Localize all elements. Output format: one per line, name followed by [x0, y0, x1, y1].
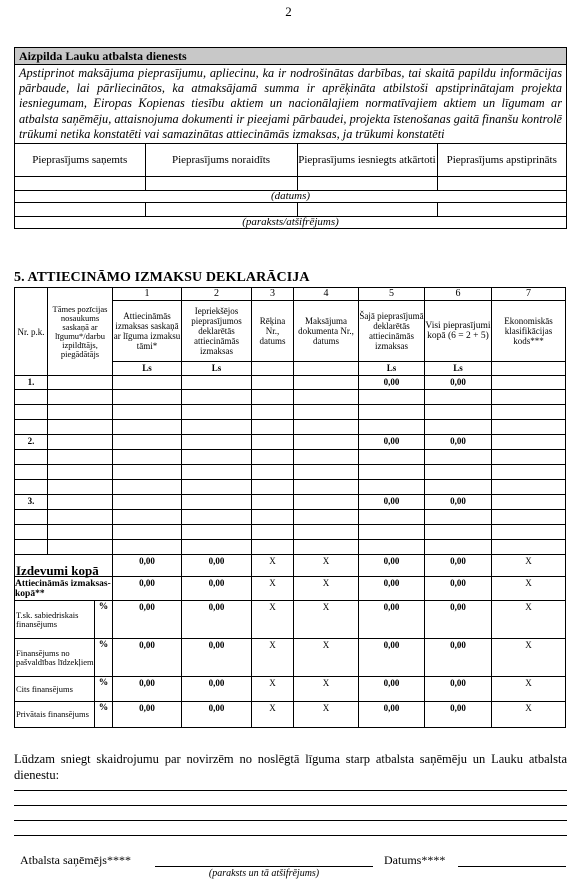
pasvaldibas-c6: 0,00 — [425, 639, 492, 677]
privatais-label: Privātais finansējums — [15, 702, 95, 728]
group-1-name[interactable] — [48, 376, 113, 390]
privatais-c5: 0,00 — [359, 702, 425, 728]
lad-status-table — [15, 143, 566, 228]
cits-c5: 0,00 — [359, 677, 425, 702]
izdevumi-c3: X — [252, 555, 294, 577]
sabiedriskais-c1: 0,00 — [113, 601, 182, 639]
status-sign-received[interactable] — [15, 203, 145, 217]
currency-c5: Ls — [359, 362, 425, 376]
cits-c3: X — [252, 677, 294, 702]
lad-box-header: Aizpilda Lauku atbalsta dienests — [15, 48, 566, 65]
sabiedriskais-label: T.sk. sabiedriskais finansējums — [15, 601, 95, 639]
pasvaldibas-pct: % — [95, 639, 113, 677]
explanation-line-2[interactable] — [14, 805, 567, 806]
group-3-c6: 0,00 — [425, 495, 492, 510]
status-col-rejected: Pieprasījums noraidīts — [145, 144, 297, 177]
cits-c1: 0,00 — [113, 677, 182, 702]
sabiedriskais-c6: 0,00 — [425, 601, 492, 639]
attiecinamas-c4: X — [294, 577, 359, 601]
header-c1: Attiecināmās izmaksas saskaņā ar līguma izmaksu tāmi* — [113, 301, 182, 362]
header-c6: Visi pieprasījumi kopā (6 = 2 + 5) — [425, 301, 492, 362]
attiecinamas-c7: X — [492, 577, 566, 601]
col-number-6: 6 — [425, 288, 492, 301]
izdevumi-c7: X — [492, 555, 566, 577]
section-title: 5. ATTIECINĀMO IZMAKSU DEKLARĀCIJA — [14, 270, 310, 285]
pasvaldibas-c3: X — [252, 639, 294, 677]
attiecinamas-c2: 0,00 — [182, 577, 252, 601]
pasvaldibas-c5: 0,00 — [359, 639, 425, 677]
date-line[interactable] — [458, 866, 566, 867]
privatais-c6: 0,00 — [425, 702, 492, 728]
date-caption: (datums) — [15, 191, 566, 203]
explanation-line-4[interactable] — [14, 835, 567, 836]
sabiedriskais-c2: 0,00 — [182, 601, 252, 639]
privatais-pct: % — [95, 702, 113, 728]
header-c5: Šajā pieprasījumā deklarētās attiecināmās izmaksas — [359, 301, 425, 362]
sabiedriskais-c4: X — [294, 601, 359, 639]
sabiedriskais-c3: X — [252, 601, 294, 639]
explanation-line-3[interactable] — [14, 820, 567, 821]
cits-pct: % — [95, 677, 113, 702]
status-col-approved: Pieprasījums apstiprināts — [437, 144, 566, 177]
sabiedriskais-c5: 0,00 — [359, 601, 425, 639]
izdevumi-c2: 0,00 — [182, 555, 252, 577]
status-sign-rejected[interactable] — [145, 203, 297, 217]
signature-caption: (paraksts un tā atšifrējums) — [208, 868, 320, 879]
status-date-resubmitted[interactable] — [297, 177, 437, 191]
attiecinamas-c1: 0,00 — [113, 577, 182, 601]
status-sign-resubmitted[interactable] — [297, 203, 437, 217]
col-number-3: 3 — [252, 288, 294, 301]
currency-c1: Ls — [113, 362, 182, 376]
status-date-received[interactable] — [15, 177, 145, 191]
deviation-explanation-prompt: Lūdzam sniegt skaidrojumu par novirzēm no noslēgtā līguma starp atbalsta saņēmēju un Lauku atbalsta dienestu: — [14, 752, 567, 782]
col-number-7: 7 — [492, 288, 566, 301]
izdevumi-c4: X — [294, 555, 359, 577]
status-date-approved[interactable] — [437, 177, 566, 191]
header-c3: Rēķina Nr., datums — [252, 301, 294, 362]
group-2-name[interactable] — [48, 435, 113, 450]
currency-c6: Ls — [425, 362, 492, 376]
header-c2: Iepriekšējos pieprasījumos deklarētās attiecināmās izmaksas — [182, 301, 252, 362]
pasvaldibas-c4: X — [294, 639, 359, 677]
group-1-c5: 0,00 — [359, 376, 425, 390]
sabiedriskais-c7: X — [492, 601, 566, 639]
group-number-1: 1. — [15, 376, 48, 390]
attiecinamas-c6: 0,00 — [425, 577, 492, 601]
group-3-name[interactable] — [48, 495, 113, 510]
izdevumi-c1: 0,00 — [113, 555, 182, 577]
cits-label: Cits finansējums — [15, 677, 95, 702]
col-number-4: 4 — [294, 288, 359, 301]
cits-c4: X — [294, 677, 359, 702]
attiecinamas-c5: 0,00 — [359, 577, 425, 601]
group-3-c5: 0,00 — [359, 495, 425, 510]
header-c7: Ekonomiskās klasifikācijas kods*** — [492, 301, 566, 362]
pasvaldibas-c1: 0,00 — [113, 639, 182, 677]
group-number-2: 2. — [15, 435, 48, 450]
header-nr: Nr. p.k. — [15, 288, 48, 376]
sign-caption-top: (paraksts/atšifrējums) — [15, 217, 566, 229]
date-label: Datums**** — [384, 853, 446, 867]
signer-label: Atbalsta saņēmējs**** — [20, 853, 131, 867]
pasvaldibas-c7: X — [492, 639, 566, 677]
group-2-c6: 0,00 — [425, 435, 492, 450]
col-number-5: 5 — [359, 288, 425, 301]
lad-approval-box — [14, 47, 567, 229]
privatais-c3: X — [252, 702, 294, 728]
pasvaldibas-label: Finansējums no pašvaldības līdzekļiem — [15, 639, 95, 677]
lad-box-statement: Apstiprinot maksājuma pieprasījumu, apliecinu, ka ir nodrošinātas darbības, tai skaitā papildu informācijas pārbaude, lai pārliecinātos, ka atmaksājamā summa ir aprēķināta atbilstoši apstiprinātajam projekta iesniegumam, Eiropas Kopienas tiesību aktiem un nacionālajiem normatīvajiem aktiem un līgumam ar atbalsta saņēmēju, attaisnojuma dokumenti ir pieejami pārbaudei, projekta īstenošanas gaitā finanšu kontrolē trūkumi netika konstatēti vai samazinātas attiecināmās izmaksas, ja trūkumi konstatēti — [19, 66, 562, 141]
explanation-line-1[interactable] — [14, 790, 567, 791]
group-1-c6: 0,00 — [425, 376, 492, 390]
header-c4: Maksājuma dokumenta Nr., datums — [294, 301, 359, 362]
status-col-received: Pieprasījums saņemts — [15, 144, 145, 177]
group-number-3: 3. — [15, 495, 48, 510]
privatais-c1: 0,00 — [113, 702, 182, 728]
header-tames: Tāmes pozīcijas nosaukums saskaņā ar līgumu*/darbu izpildītājs, piegādātājs — [48, 288, 113, 376]
privatais-c4: X — [294, 702, 359, 728]
cits-c2: 0,00 — [182, 677, 252, 702]
cost-declaration-table — [14, 287, 566, 728]
page-number: 2 — [285, 4, 292, 19]
attiecinamas-c3: X — [252, 577, 294, 601]
status-date-rejected[interactable] — [145, 177, 297, 191]
izdevumi-c5: 0,00 — [359, 555, 425, 577]
cits-c7: X — [492, 677, 566, 702]
status-col-resubmitted: Pieprasījums iesniegts atkārtoti — [297, 144, 437, 177]
signer-signature-line[interactable] — [155, 866, 373, 867]
col-number-1: 1 — [113, 288, 182, 301]
cits-c6: 0,00 — [425, 677, 492, 702]
col-number-2: 2 — [182, 288, 252, 301]
pasvaldibas-c2: 0,00 — [182, 639, 252, 677]
privatais-c7: X — [492, 702, 566, 728]
sabiedriskais-pct: % — [95, 601, 113, 639]
currency-c2: Ls — [182, 362, 252, 376]
izdevumi-kopa-label: Izdevumi kopā — [15, 555, 113, 577]
status-sign-approved[interactable] — [437, 203, 566, 217]
izdevumi-c6: 0,00 — [425, 555, 492, 577]
attiecinamas-kopa-label: Attiecināmās izmaksas-kopā** — [15, 578, 111, 599]
privatais-c2: 0,00 — [182, 702, 252, 728]
group-2-c5: 0,00 — [359, 435, 425, 450]
